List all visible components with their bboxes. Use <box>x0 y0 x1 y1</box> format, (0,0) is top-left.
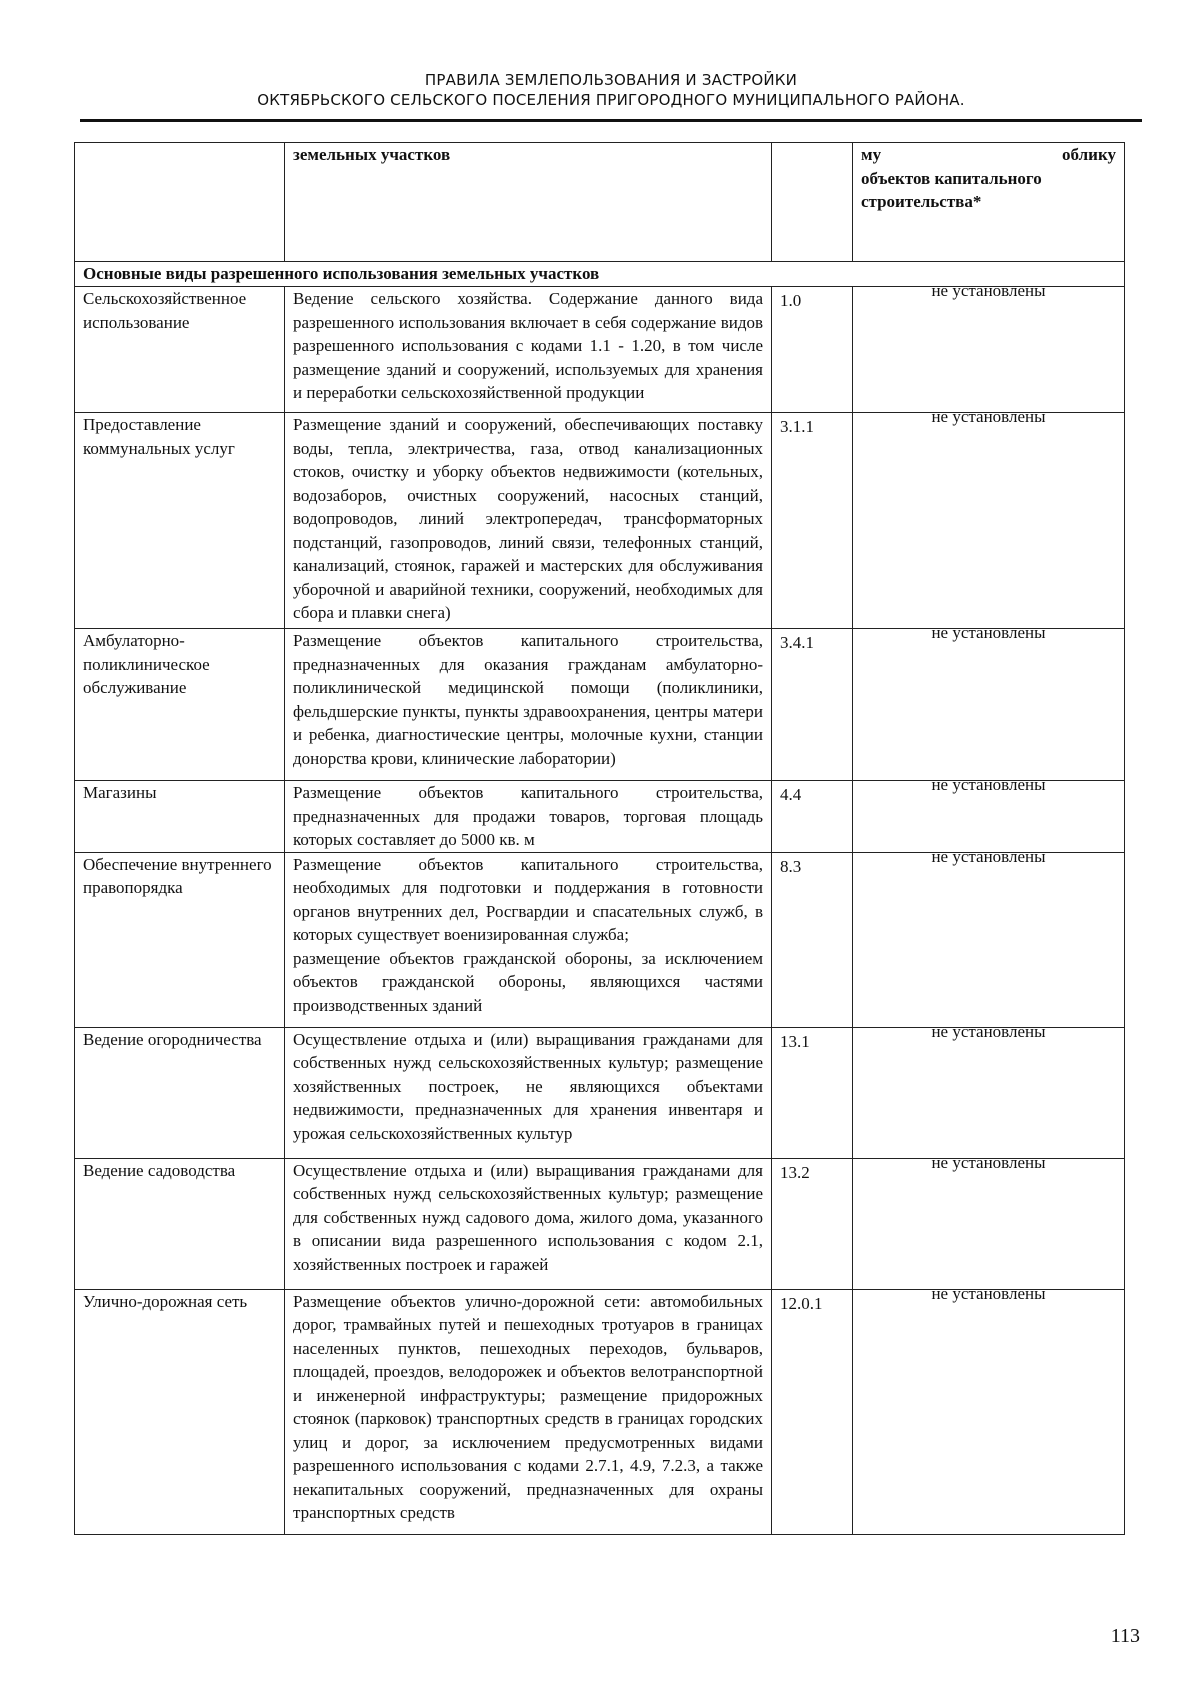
continued-param-rest: объектов капитального строительства* <box>861 168 1042 211</box>
use-description-cell: Размещение зданий и сооружений, обеспечивающих поставку воды, тепла, электричества, газа, отвод канализационных стоков, очистку и уборку объектов недвижимости (котельных, водозаборов, очистных сооружений, насосных станций, водопроводов, линий электропередач, трансформаторных подстанций, газопроводов, линий связи, телефонных станций, канализаций, стоянок, гаражей и мастерских для обслуживания уборочной и аварийной техники, сооружений, необходимых для сбора и плавки снега) <box>285 413 772 629</box>
parameter-value: не установлены <box>931 407 1046 426</box>
use-name-cell: Обеспечение внутреннего правопорядка <box>75 852 285 1027</box>
continued-param-line-1: му облику <box>861 145 1116 164</box>
table-row <box>75 413 1125 629</box>
parameter-cell <box>853 1283 1125 1534</box>
table-row <box>75 781 1125 853</box>
parameter-value: не установлены <box>931 281 1046 300</box>
use-code-cell <box>772 1289 853 1534</box>
use-code-cell <box>772 1158 853 1289</box>
header-title-line-1: ПРАВИЛА ЗЕМЛЕПОЛЬЗОВАНИЯ И ЗАСТРОЙКИ <box>424 71 798 89</box>
parameter-value: не установлены <box>931 623 1046 642</box>
use-name-cell: Амбулаторно-поликлиническое обслуживание <box>75 629 285 781</box>
use-name-cell: Сельскохозяйственное использование <box>75 287 285 413</box>
table-cell <box>772 143 853 262</box>
use-code: 13.2 <box>780 1162 810 1182</box>
document-header <box>80 70 1142 110</box>
table-row <box>75 629 1125 781</box>
parameter-cell <box>853 1152 1125 1289</box>
use-code-cell <box>772 852 853 1027</box>
parameter-cell <box>853 407 1125 629</box>
use-description-cell <box>285 852 772 1027</box>
table-row <box>75 1027 1125 1158</box>
use-code: 1.0 <box>780 291 802 310</box>
header-title-line-2: ОКТЯБРЬСКОГО СЕЛЬСКОГО ПОСЕЛЕНИЯ ПРИГОРОДНОГО МУНИЦИПАЛЬНОГО РАЙОНА. <box>257 91 965 109</box>
table-continuation-row <box>75 143 1125 262</box>
parameter-cell <box>853 623 1125 781</box>
parameter-value: не установлены <box>931 1283 1046 1303</box>
table-row <box>75 1289 1125 1534</box>
use-description-cell: Осуществление отдыха и (или) выращивания гражданами для собственных нужд сельскохозяйственных культур; размещение хозяйственных построек, не являющихся объектами недвижимости, предназначенных для хранения инвентаря и урожая сельскохозяйственных культур <box>285 1027 772 1158</box>
page-number: 113 <box>1110 1625 1140 1647</box>
continued-param-cell <box>853 143 1125 262</box>
use-description-cell: Осуществление отдыха и (или) выращивания гражданами для собственных нужд сельскохозяйственных культур; размещение для собственных нужд садового дома, жилого дома, указанного в описании вида разрешенного использования с кодом 2.1, хозяйственных построек и гаражей <box>285 1158 772 1289</box>
use-code-cell <box>772 287 853 413</box>
section-title: Основные виды разрешенного использования земельных участков <box>75 262 1125 287</box>
parameter-value: не установлены <box>931 846 1046 866</box>
parameter-cell <box>853 1021 1125 1158</box>
use-description-cell: Размещение объектов улично-дорожной сети: автомобильных дорог, трамвайных путей и пешеходных тротуаров в границах населенных пунктов, пешеходных переходов, бульваров, площадей, проездов, велодорожек и объектов велотранспортной и инженерной инфраструктуры; размещение придорожных стоянок (парковок) транспортных средств в границах городских улиц и дорог, за исключением предусмотренных видами разрешенного использования с кодами 2.7.1, 4.9, 7.2.3, а также некапитальных сооружений, предназначенных для охраны транспортных средств <box>285 1289 772 1534</box>
use-name-cell: Улично-дорожная сеть <box>75 1289 285 1534</box>
use-code: 4.4 <box>780 785 802 804</box>
table-row <box>75 852 1125 1027</box>
header-rule <box>80 119 1142 122</box>
use-code: 8.3 <box>780 856 802 876</box>
table-row <box>75 287 1125 413</box>
continued-desc-cell: земельных участков <box>285 143 772 262</box>
land-use-table <box>74 142 1125 1535</box>
use-code: 13.1 <box>780 1031 810 1051</box>
parameter-cell <box>853 846 1125 1027</box>
use-code-cell <box>772 413 853 629</box>
use-description-cell: Размещение объектов капитального строительства, предназначенных для продажи товаров, торговая площадь которых составляет до 5000 кв. м <box>285 781 772 853</box>
use-description-cell: Ведение сельского хозяйства. Содержание данного вида разрешенного использования включает в себя содержание видов разрешенного использования с кодами 1.1 - 1.20, в том числе размещение зданий и сооружений, используемых для хранения и переработки сельскохозяйственной продукции <box>285 287 772 413</box>
parameter-cell <box>853 281 1125 413</box>
parameter-cell <box>853 775 1125 853</box>
use-description-paragraph-1: Размещение объектов капитального строительства, необходимых для подготовки и поддержания в готовности органов внутренних дел, Росгвардии и спасательных служб, в которых существует военизированная служба; <box>293 854 763 944</box>
use-description-paragraph-2: размещение объектов гражданской обороны, за исключением объектов гражданской обороны, являющихся частями производственных зданий <box>293 948 763 1015</box>
parameter-value: не установлены <box>931 775 1046 794</box>
use-code-cell <box>772 1027 853 1158</box>
use-code-cell <box>772 629 853 781</box>
use-code: 12.0.1 <box>780 1293 823 1313</box>
use-code: 3.4.1 <box>780 633 814 652</box>
parameter-value: не установлены <box>931 1021 1046 1041</box>
use-name-cell: Магазины <box>75 781 285 853</box>
use-name-cell: Ведение огородничества <box>75 1027 285 1158</box>
use-name-cell: Ведение садоводства <box>75 1158 285 1289</box>
use-code-cell <box>772 781 853 853</box>
table-row <box>75 1158 1125 1289</box>
use-name-cell: Предоставление коммунальных услуг <box>75 413 285 629</box>
use-description-cell: Размещение объектов капитального строительства, предназначенных для оказания гражданам амбулаторно-поликлинической медицинской помощи (поликлиники, фельдшерские пункты, пункты здравоохранения, центры матери и ребенка, диагностические центры, молочные кухни, станции донорства крови, клинические лаборатории) <box>285 629 772 781</box>
parameter-value: не установлены <box>931 1152 1046 1172</box>
use-code: 3.1.1 <box>780 417 814 436</box>
table-cell <box>75 143 285 262</box>
